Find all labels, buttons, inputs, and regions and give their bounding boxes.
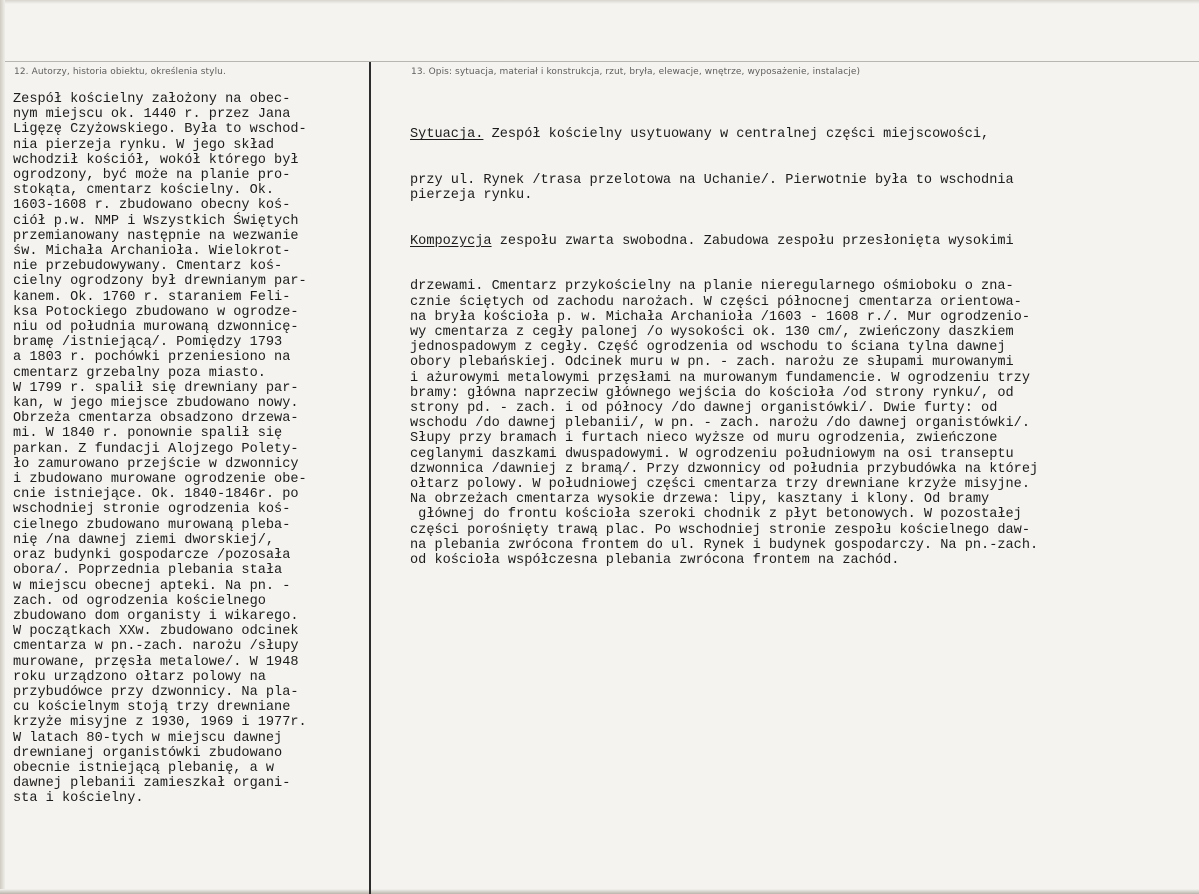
history-line: cnie istniejące. Ok. 1840-1846r. po <box>13 487 299 503</box>
history-line: cielnego zbudowano murowaną pleba- <box>13 517 291 533</box>
history-line: ciół p.w. NMP i Wszystkich Świętych <box>13 213 299 229</box>
history-line: przybudówce przy dzwonnicy. Na pla- <box>13 684 299 700</box>
kompozycja-heading: Kompozycja <box>410 233 492 249</box>
history-line: ło zamurowano przejście w dzwonnicy <box>13 456 299 472</box>
history-line: wchodził kościół, wokół którego był <box>13 152 299 168</box>
sheet-left-edge <box>0 0 5 894</box>
history-line: mi. W 1840 r. ponownie spalił się <box>13 426 283 442</box>
history-line: murowane, przęsła metalowe/. W 1948 <box>13 654 299 670</box>
kompozycja-line: cznie ściętych od zachodu narożach. W części północnej cmentarza orientowa- <box>410 294 1022 310</box>
kompozycja-line: dzwonnica /dawniej z bramą/. Przy dzwonnicy od południa przybudówka na której <box>410 461 1039 477</box>
sytuacja-heading: Sytuacja. <box>410 127 484 143</box>
history-line: nia pierzeja rynku. W jego skład <box>13 137 275 153</box>
history-line: cielny ogrodzony był drewnianym par- <box>13 274 307 290</box>
kompozycja-line: ołtarz polowy. W południowej części cmentarza trzy drewniane krzyże misyjne. <box>410 477 1030 493</box>
history-line: nym miejscu ok. 1440 r. przez Jana <box>13 107 291 123</box>
sheet-top-edge <box>0 0 1199 4</box>
kompozycja-line: na bryła kościoła p. w. Michała Archanioła /1603 - 1608 r./. Mur ogrodzenio- <box>410 309 1030 325</box>
sytuacja-line: pierzeja rynku. <box>410 188 533 204</box>
kompozycja-line: jednospadowym z cegły. Część ogrodzenia od wschodu to ściana tylna dawnej <box>410 340 1006 356</box>
kompozycja-line: i ażurowymi metalowymi przęsłami na murowanym fundamencie. W ogrodzeniu trzy <box>410 370 1030 386</box>
kompozycja-first-line <box>410 234 1038 249</box>
history-line: Obrzeża cmentarza obsadzono drzewa- <box>13 411 299 427</box>
history-line: kanem. Ok. 1760 r. staraniem Feli- <box>13 289 291 305</box>
history-line: w miejscu obecnej apteki. Na pn. - <box>13 578 291 594</box>
kompozycja-line: od kościoła współczesna plebania zwrócona frontem na zachód. <box>410 553 900 569</box>
history-line: cmentarza w pn.-zach. narożu /słupy <box>13 639 299 655</box>
history-text-column <box>13 92 307 807</box>
kompozycja-body <box>410 279 1038 568</box>
history-line: W latach 80-tych w miejscu dawnej <box>13 730 283 746</box>
sytuacja-first-line <box>410 127 1038 142</box>
history-line: zach. od ogrodzenia kościelnego <box>13 593 266 609</box>
section-13-header: 13. Opis: sytuacja, materiał i konstrukcja, rzut, bryła, elewacje, wnętrze, wyposażenie, instalacje) <box>411 67 861 77</box>
column-divider <box>369 62 371 894</box>
history-line: W 1799 r. spalił się drewniany par- <box>13 380 299 396</box>
kompozycja-line: wschodu /do dawnej plebanii/, w pn. - zach. narożu /do dawnej organistówki/. <box>410 416 1030 432</box>
history-line: krzyże misyjne z 1930, 1969 i 1977r. <box>13 715 307 731</box>
section-12-header: 12. Autorzy, historia obiektu, określenia stylu. <box>14 67 226 77</box>
history-line: bramę /istniejącą/. Pomiędzy 1793 <box>13 335 283 351</box>
history-line: oraz budynki gospodarcze /pozosała <box>13 548 291 564</box>
history-line: nię /na dawnej ziemi dworskiej/, <box>13 532 275 548</box>
history-line: wschodniej stronie ogrodzenia koś- <box>13 502 291 518</box>
history-line: obecnie istniejącą plebanię, a w <box>13 760 275 776</box>
history-line: drewnianej organistówki zbudowano <box>13 745 283 761</box>
sheet-bottom-edge <box>0 889 1199 894</box>
kompozycja-line: głównej do frontu kościoła szeroki chodnik z płyt betonowych. W pozostałej <box>410 507 1022 523</box>
kompozycja-line: na plebania zwrócona frontem do ul. Rynek i budynek gospodarczy. Na pn.-zach. <box>410 537 1039 553</box>
kompozycja-line: ceglanymi daszkami dwuspadowymi. W ogrodzeniu południowym na osi transeptu <box>410 446 1014 462</box>
sytuacja-line: przy ul. Rynek /trasa przelotowa na Uchanie/. Pierwotnie była to wschodnia <box>410 173 1014 189</box>
kompozycja-line: części porośnięty trawą plac. Po wschodniej stronie zespołu kościelnego daw- <box>410 522 1030 538</box>
history-line: niu od południa murowaną dzwonnicę- <box>13 320 299 336</box>
history-line: przemianowany następnie na wezwanie <box>13 228 299 244</box>
history-line: roku urządzono ołtarz polowy na <box>13 669 266 685</box>
sytuacja-first-line-text: Zespół kościelny usytuowany w centralnej części miejscowości, <box>483 127 990 143</box>
kompozycja-first-line-text: zespołu zwarta swobodna. Zabudowa zespołu przesłonięta wysokimi <box>491 233 1014 249</box>
history-line: kan, w jego miejsce zbudowano nowy. <box>13 396 299 412</box>
history-line: ksa Potockiego zbudowano w ogrodze- <box>13 304 299 320</box>
header-divider <box>5 61 1199 62</box>
history-line: Ligęzę Czyżowskiego. Była to wschod- <box>13 122 307 138</box>
kompozycja-line: bramy: główna naprzeciw głównego wejścia do kościoła /od strony rynku/, od <box>410 385 1014 401</box>
history-line: dawnej plebanii zamieszkał organi- <box>13 776 291 792</box>
kompozycja-line: drzewami. Cmentarz przykościelny na planie nieregularnego ośmioboku o zna- <box>410 279 1014 295</box>
history-line: sta i kościelny. <box>13 791 144 807</box>
history-line: 1603-1608 r. zbudowano obecny koś- <box>13 198 291 214</box>
sytuacja-body <box>410 173 1038 203</box>
history-line: ogrodzony, być może na planie pro- <box>13 168 291 184</box>
history-line: W początkach XXw. zbudowano odcinek <box>13 624 299 640</box>
history-line: a 1803 r. pochówki przeniesiono na <box>13 350 291 366</box>
history-line: nie przebudowywany. Cmentarz koś- <box>13 259 283 275</box>
history-line: zbudowano dom organisty i wikarego. <box>13 608 299 624</box>
history-line: cmentarz grzebalny poza miasto. <box>13 365 266 381</box>
history-line: parkan. Z fundacji Alojzego Polety- <box>13 441 299 457</box>
kompozycja-line: Na obrzeżach cmentarza wysokie drzewa: lipy, kasztany i klony. Od bramy <box>410 492 990 508</box>
history-line: św. Michała Archanioła. Wielokrot- <box>13 244 291 260</box>
history-line: stokąta, cmentarz kościelny. Ok. <box>13 183 275 199</box>
kompozycja-line: obory plebańskiej. Odcinek muru w pn. - zach. narożu ze słupami murowanymi <box>410 355 1014 371</box>
kompozycja-line: strony pd. - zach. i od północy /do dawnej organistówki/. Dwie furty: od <box>410 401 998 417</box>
history-line: cu kościelnym stoją trzy drewniane <box>13 700 291 716</box>
history-line: Zespół kościelny założony na obec- <box>13 92 291 107</box>
history-line: i zbudowano murowane ogrodzenie obe- <box>13 472 307 488</box>
kompozycja-line: wy cmentarza z cegły palonej /o wysokości ok. 130 cm/, zwieńczony daszkiem <box>410 325 1014 341</box>
description-text-column <box>410 97 1038 599</box>
history-line: obora/. Poprzednia plebania stała <box>13 563 283 579</box>
kompozycja-line: Słupy przy bramach i furtach nieco wyższe od muru ogrodzenia, zwieńczone <box>410 431 998 447</box>
